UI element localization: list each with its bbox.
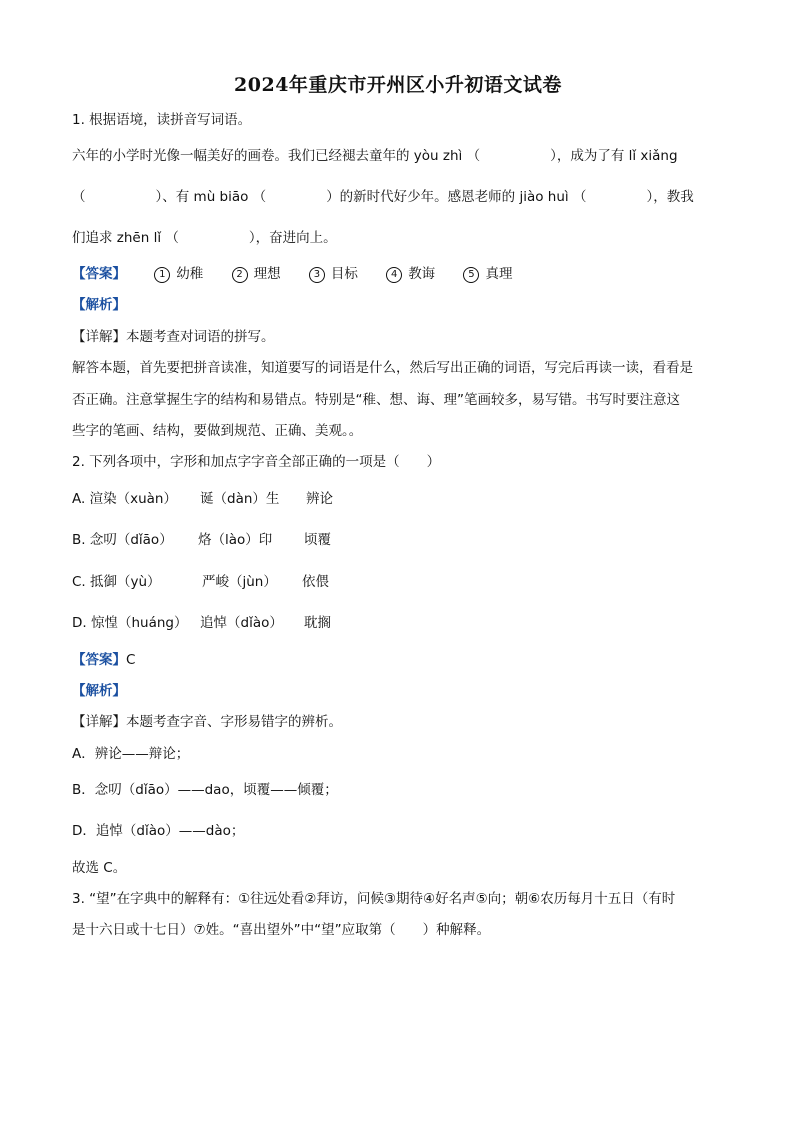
q2-answer-row: [72, 650, 724, 670]
q1-paragraph-line-1: [72, 146, 724, 166]
q2-option-a: [72, 489, 724, 509]
analysis-tag: 【解析】: [72, 297, 126, 313]
circled-number: 1: [154, 267, 170, 283]
q2-option-b: [72, 530, 724, 550]
answer-item: [309, 264, 358, 284]
answer-tag: 【答案】: [72, 266, 126, 282]
answer-item: [232, 264, 281, 284]
q1-text: ），奋进向上。: [248, 230, 337, 246]
answer-tag: 【答案】: [72, 652, 126, 668]
option-part: 耽搁: [304, 615, 331, 631]
option-part: 追悼（dǐào）: [200, 615, 283, 631]
q1-text: （: [72, 189, 86, 205]
q1-explanation-3: 些字的笔画、结构，要做到规范、正确、美观。。: [72, 423, 363, 439]
q1-explanation-1: 解答本题，首先要把拼音读准，知道要写的词语是什么，然后写出正确的词语，写完后再读一读，看看是: [72, 360, 693, 376]
q1-detail: [72, 327, 724, 347]
option-part: 依偎: [302, 574, 329, 590]
q1-paragraph-line-3: [72, 228, 724, 248]
circled-number: 3: [309, 267, 325, 283]
detail-tag: 【详解】: [72, 714, 126, 730]
q2-option-c: [72, 572, 724, 592]
q1-text: ），教我: [646, 189, 694, 205]
circled-number: 2: [232, 267, 248, 283]
answer-text: C: [126, 652, 136, 668]
q1-text: ），成为了有 lǐ xiǎng: [550, 148, 678, 164]
answer-text: 理想: [253, 266, 281, 282]
option-part: A. 渲染（xuàn）: [72, 491, 177, 507]
detail-text: 本题考查对词语的拼写。: [126, 329, 275, 345]
option-part: B. 念叨（dǐāo）: [72, 532, 173, 548]
q2-option-d: [72, 613, 724, 633]
detail-tag: 【详解】: [72, 329, 126, 345]
answer-item: [386, 264, 435, 284]
q1-text: 六年的小学时光像一幅美好的画卷。我们已经褪去童年的 yòu zhì （: [72, 148, 481, 164]
circled-number: 4: [386, 267, 402, 283]
q2-stem: 2. 下列各项中，字形和加点字字音全部正确的一项是（ ）: [72, 454, 441, 470]
option-part: C. 抵御（yù）: [72, 574, 161, 590]
detail-text: 本题考查字音、字形易错字的辨析。: [126, 714, 342, 730]
circled-number: 5: [463, 267, 479, 283]
q2-conclusion: 故选 C。: [72, 860, 127, 876]
answer-item: [154, 264, 203, 284]
q1-answer-row: [72, 264, 724, 284]
answer-text: 目标: [330, 266, 358, 282]
q2-explanation-a: A．辨论——辩论；: [72, 746, 190, 762]
q1-explanation-2: 否正确。注意掌握生字的结构和易错点。特别是“稚、想、诲、理”笔画较多，易写错。书写时要注意这: [72, 392, 680, 408]
option-part: 顷覆: [304, 532, 331, 548]
q3-stem-line-2: 是十六日或十七日）⑦姓。“喜出望外”中“望”应取第（ ）种解释。: [72, 922, 491, 938]
option-part: D. 惊惶（huáng）: [72, 615, 188, 631]
q1-text: 们追求 zhēn lǐ （: [72, 230, 179, 246]
answer-item: [463, 264, 512, 284]
q2-detail: [72, 712, 724, 732]
q1-stem: 1. 根据语境，读拼音写词语。: [72, 112, 252, 128]
q3-stem-line-1: 3. “望”在字典中的解释有：①往远处看②拜访，问候③期待④好名声⑤向；朝⑥农历每月十五日（有时: [72, 891, 676, 907]
q1-text: ）、有 mù biāo （: [155, 189, 267, 205]
q2-explanation-d: D．追悼（dǐào）——dào；: [72, 823, 245, 839]
option-part: 诞（dàn）生: [200, 491, 280, 507]
q1-paragraph-line-2: [72, 187, 724, 207]
analysis-tag: 【解析】: [72, 683, 126, 699]
answer-text: 真理: [485, 266, 513, 282]
answer-text: 幼稚: [176, 266, 204, 282]
option-part: 辨论: [306, 491, 333, 507]
q1-text: ）的新时代好少年。感恩老师的 jiào huì （: [326, 189, 587, 205]
page-title: 2024年重庆市开州区小升初语文试卷: [234, 74, 562, 96]
option-part: 烙（lào）印: [198, 532, 273, 548]
option-part: 严峻（jùn）: [202, 574, 277, 590]
q2-explanation-b: B．念叨（dǐāo）——dao，顷覆——倾覆；: [72, 782, 338, 798]
answer-text: 教诲: [408, 266, 436, 282]
